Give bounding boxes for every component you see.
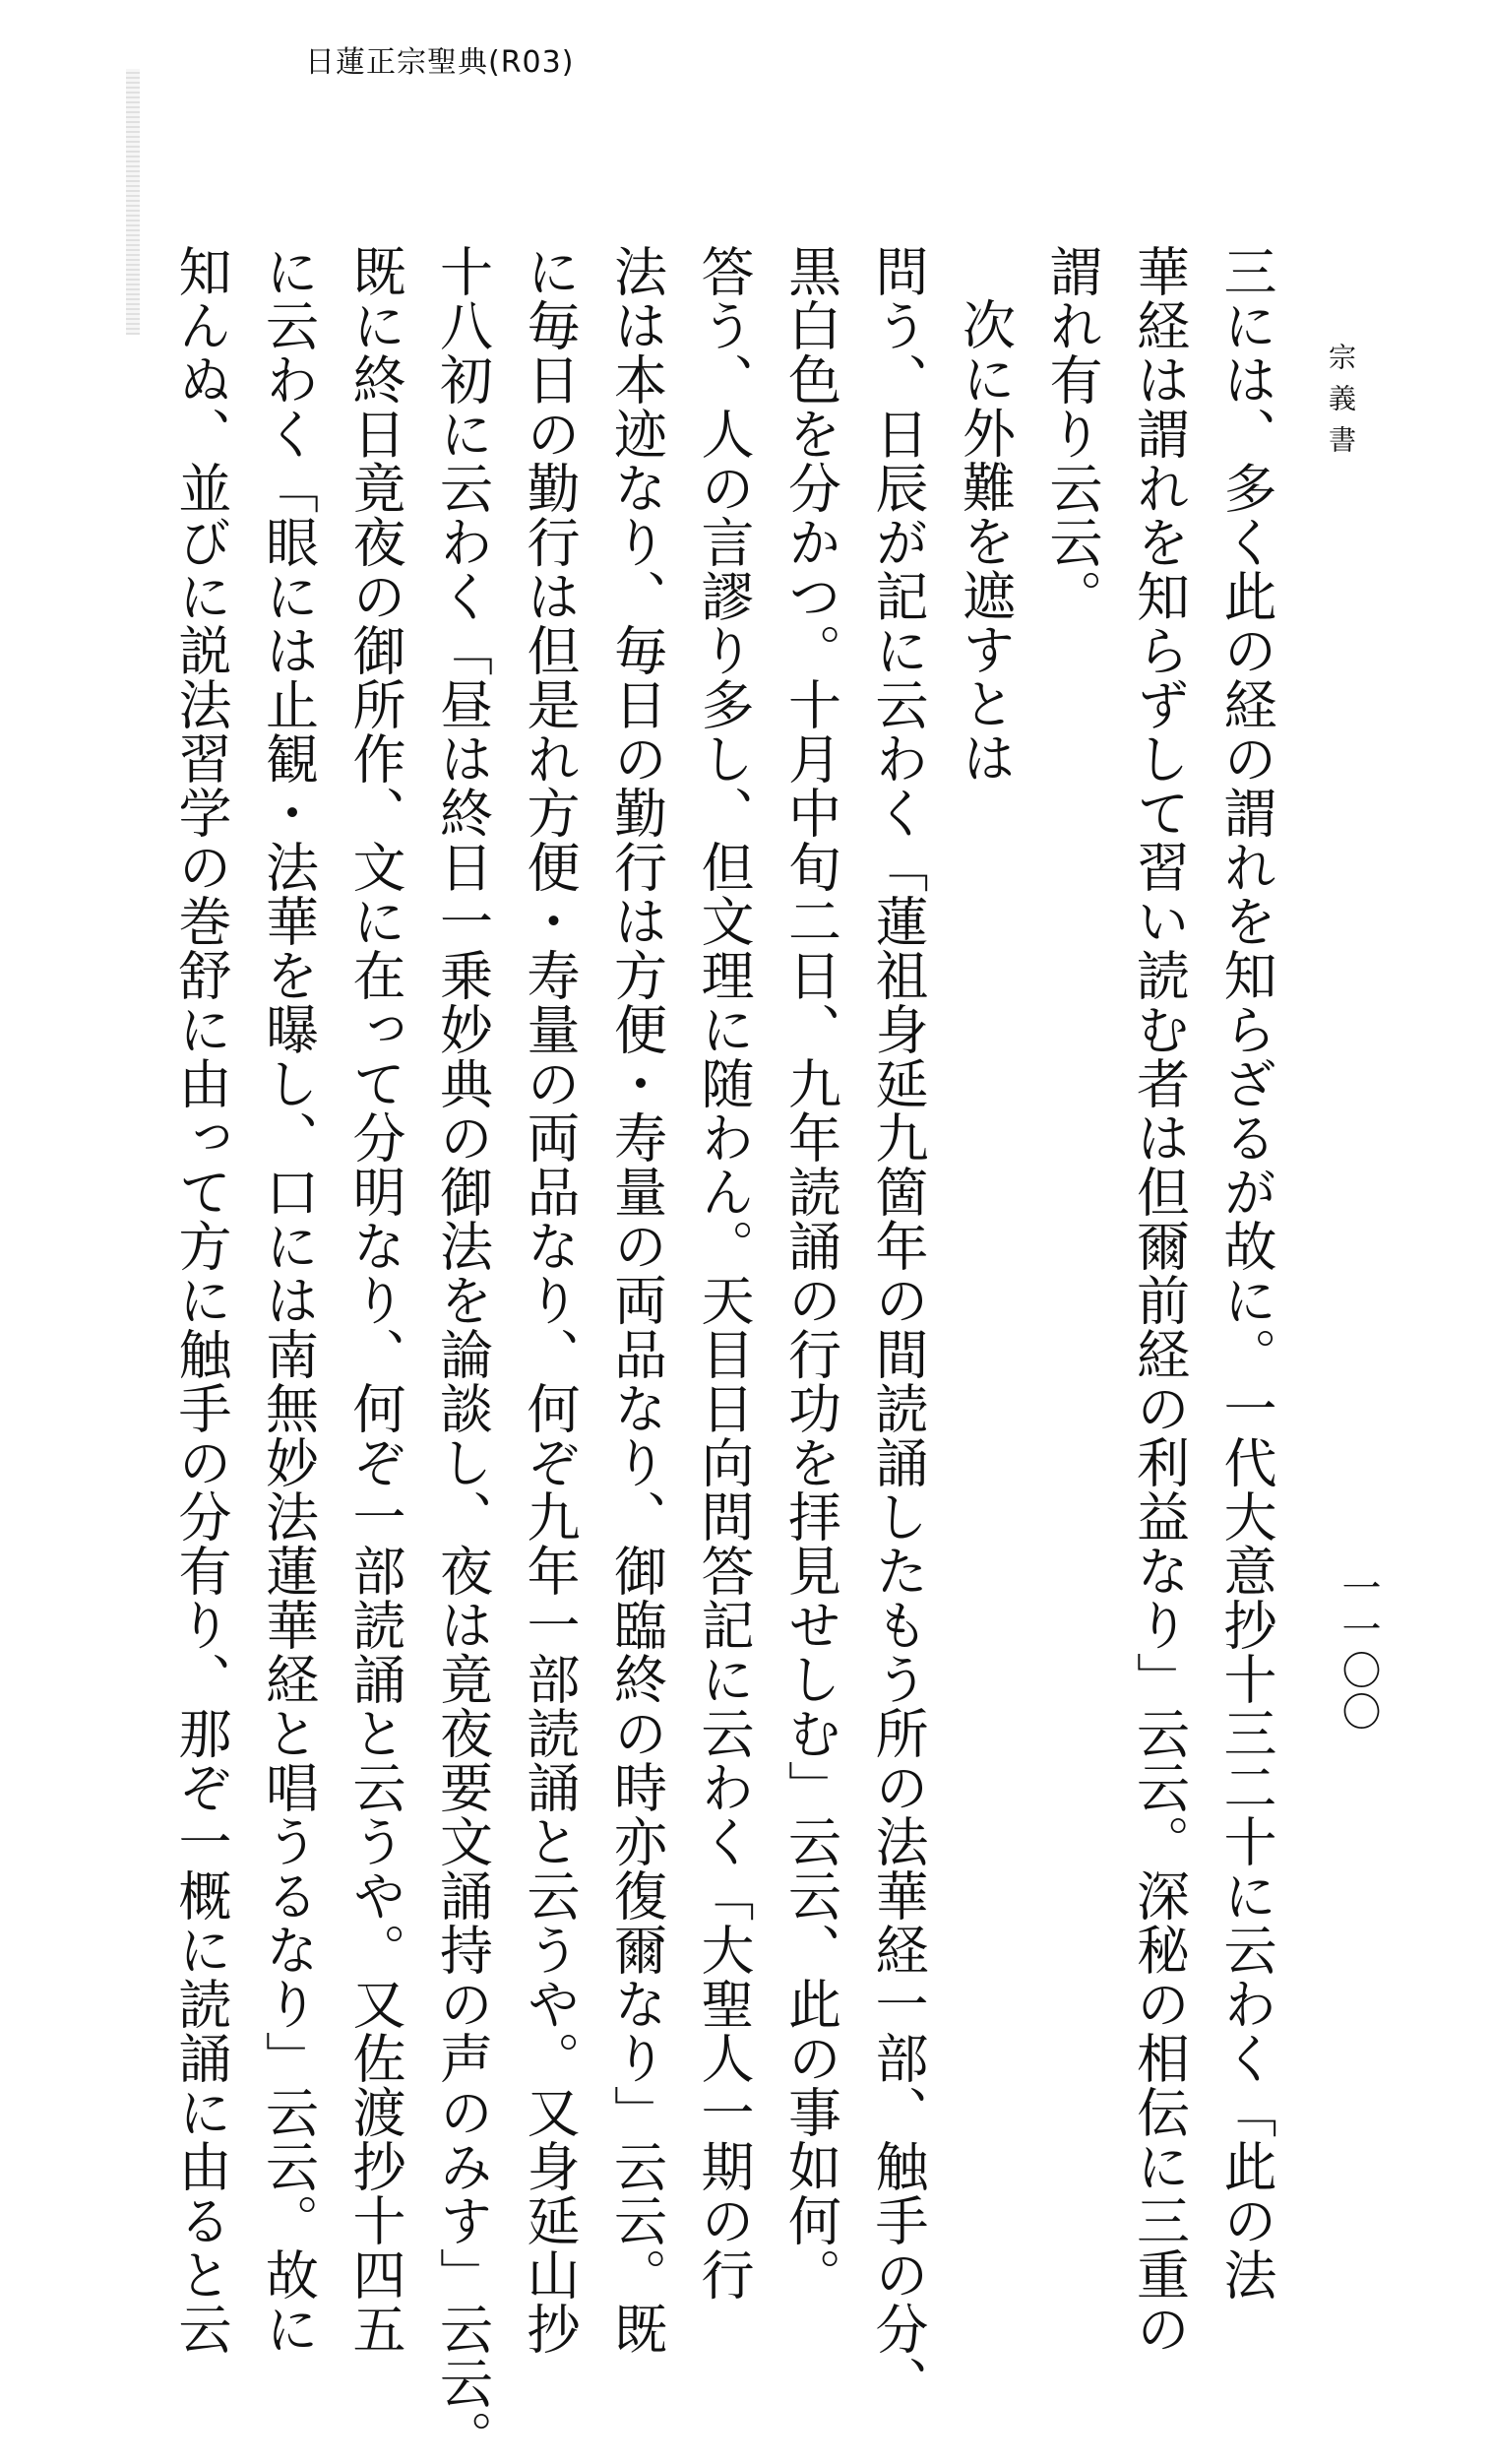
body-line: 答う、人の言謬り多し、但文理に随わん。天目日向問答記に云わく「大聖人一期の行: [693, 244, 755, 2302]
page-number: 一一〇〇: [1336, 1567, 1381, 1733]
body-line: 法は本迹なり、毎日の勤行は方便・寿量の両品なり、御臨終の時亦復爾なり」云云。既: [605, 244, 668, 2356]
document-header-title: 日蓮正宗聖典(R03): [305, 45, 575, 80]
body-line: に云わく「眼には止観・法華を曝し、口には南無妙法蓮華経と唱うるなり」云云。故に: [257, 244, 320, 2356]
scan-artifact: [126, 69, 140, 335]
body-line: 三には、多く此の経の謂れを知らざるが故に。一代大意抄十三二十に云わく「此の法: [1215, 244, 1277, 2302]
body-line: 既に終日竟夜の御所作、文に在って分明なり、何ぞ一部読誦と云うや。又佐渡抄十四五: [344, 244, 406, 2356]
body-line: に毎日の勤行は但是れ方便・寿量の両品なり、何ぞ九年一部読誦と云うや。又身延山抄: [519, 244, 581, 2356]
body-line: 謂れ有り云云。: [1041, 244, 1103, 623]
body-line: 十八初に云わく「昼は終日一乗妙典の御法を論談し、夜は竟夜要文誦持の声のみす」云云。: [431, 244, 494, 2464]
body-line: 知んぬ、並びに説法習学の巻舒に由って方に触手の分有り、那ぞ一概に読誦に由ると云: [170, 244, 232, 2356]
body-text-column-block: [170, 244, 1289, 2464]
section-heading: 次に外難を遮すとは: [954, 297, 1017, 785]
body-line: 華経は謂れを知らずして習い読む者は但爾前経の利益なり」云云。深秘の相伝に三重の: [1128, 244, 1191, 2356]
body-line: 問う、日辰が記に云わく「蓮祖身延九箇年の間読誦したもう所の法華経一部、触手の分、: [867, 244, 929, 2410]
body-line: 黒白色を分かつ。十月中旬二日、九年読誦の行功を拝見せしむ」云云、此の事如何。: [779, 244, 842, 2302]
running-head: 宗義書: [1325, 343, 1357, 467]
